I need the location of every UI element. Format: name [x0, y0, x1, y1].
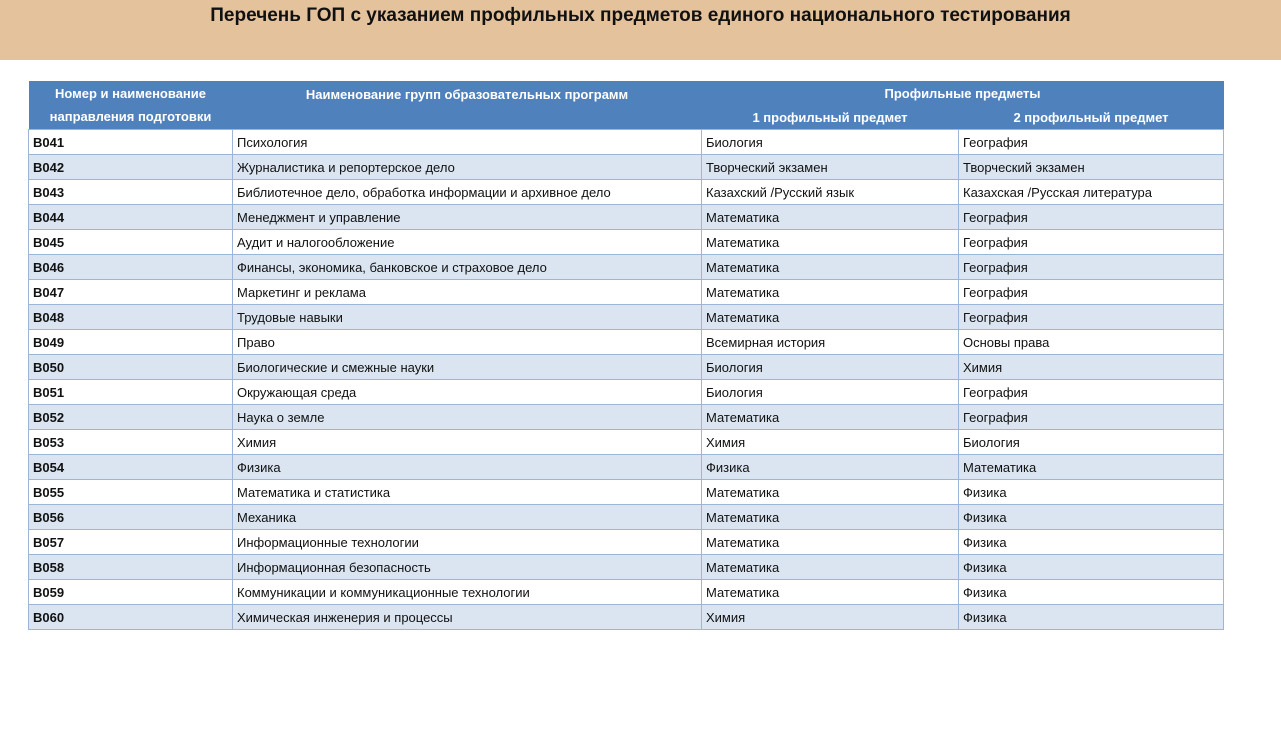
table-row: [29, 605, 1224, 630]
row-profile1: Математика: [702, 555, 959, 580]
row-code: B054: [29, 455, 233, 480]
row-code: B042: [29, 155, 233, 180]
row-program-name: Физика: [233, 455, 702, 480]
row-program-name: Аудит и налогообложение: [233, 230, 702, 255]
table-row: [29, 555, 1224, 580]
table-body: [29, 130, 1224, 630]
row-program-name: Наука о земле: [233, 405, 702, 430]
row-program-name: Информационные технологии: [233, 530, 702, 555]
row-program-name: Математика и статистика: [233, 480, 702, 505]
row-profile1: Химия: [702, 605, 959, 630]
table-row: [29, 130, 1224, 155]
table-row: [29, 380, 1224, 405]
header-profile-group: Профильные предметы: [702, 81, 1224, 106]
row-profile2: Физика: [959, 480, 1224, 505]
programs-table: [28, 81, 1224, 630]
row-profile1: Всемирная история: [702, 330, 959, 355]
row-profile2: Физика: [959, 580, 1224, 605]
programs-table-container: [28, 81, 1223, 630]
row-code: B053: [29, 430, 233, 455]
row-code: B050: [29, 355, 233, 380]
row-program-name: Право: [233, 330, 702, 355]
header-profile1: 1 профильный предмет: [702, 106, 959, 130]
row-code: B056: [29, 505, 233, 530]
row-profile2: География: [959, 405, 1224, 430]
row-code: B057: [29, 530, 233, 555]
row-profile1: Биология: [702, 355, 959, 380]
row-profile2: География: [959, 205, 1224, 230]
row-code: B055: [29, 480, 233, 505]
header-name: Наименование групп образовательных программ: [233, 81, 702, 130]
row-code: B047: [29, 280, 233, 305]
row-program-name: Библиотечное дело, обработка информации и архивное дело: [233, 180, 702, 205]
row-profile2: География: [959, 280, 1224, 305]
row-profile1: Математика: [702, 530, 959, 555]
row-code: B051: [29, 380, 233, 405]
row-code: B052: [29, 405, 233, 430]
row-program-name: Менеджмент и управление: [233, 205, 702, 230]
row-profile2: Физика: [959, 605, 1224, 630]
header-code: [29, 81, 233, 130]
row-profile1: Математика: [702, 480, 959, 505]
table-row: [29, 480, 1224, 505]
row-profile1: Казахский /Русский язык: [702, 180, 959, 205]
row-profile1: Математика: [702, 280, 959, 305]
table-row: [29, 455, 1224, 480]
row-profile2: Основы права: [959, 330, 1224, 355]
row-code: B045: [29, 230, 233, 255]
row-program-name: Психология: [233, 130, 702, 155]
table-row: [29, 205, 1224, 230]
row-code: B041: [29, 130, 233, 155]
header-code-line1: Номер и наименование: [55, 86, 206, 101]
row-program-name: Журналистика и репортерское дело: [233, 155, 702, 180]
row-profile1: Математика: [702, 205, 959, 230]
row-profile1: Биология: [702, 130, 959, 155]
row-profile1: Физика: [702, 455, 959, 480]
row-code: B058: [29, 555, 233, 580]
row-profile2: Физика: [959, 555, 1224, 580]
row-profile2: Биология: [959, 430, 1224, 455]
row-program-name: Трудовые навыки: [233, 305, 702, 330]
table-row: [29, 330, 1224, 355]
row-profile2: Химия: [959, 355, 1224, 380]
table-row: [29, 430, 1224, 455]
row-profile2: География: [959, 380, 1224, 405]
table-row: [29, 405, 1224, 430]
row-profile2: Математика: [959, 455, 1224, 480]
row-profile1: Творческий экзамен: [702, 155, 959, 180]
row-code: B059: [29, 580, 233, 605]
row-code: B046: [29, 255, 233, 280]
header-code-line2: направления подготовки: [49, 109, 212, 124]
table-row: [29, 155, 1224, 180]
row-program-name: Химическая инженерия и процессы: [233, 605, 702, 630]
row-profile2: Казахская /Русская литература: [959, 180, 1224, 205]
row-program-name: Биологические и смежные науки: [233, 355, 702, 380]
row-profile2: Физика: [959, 505, 1224, 530]
table-row: [29, 280, 1224, 305]
row-profile1: Математика: [702, 305, 959, 330]
row-profile1: Математика: [702, 230, 959, 255]
row-code: B060: [29, 605, 233, 630]
row-program-name: Химия: [233, 430, 702, 455]
row-profile1: Математика: [702, 505, 959, 530]
row-profile2: География: [959, 255, 1224, 280]
table-row: [29, 505, 1224, 530]
row-profile1: Биология: [702, 380, 959, 405]
row-program-name: Коммуникации и коммуникационные технологии: [233, 580, 702, 605]
row-code: B049: [29, 330, 233, 355]
row-code: B043: [29, 180, 233, 205]
row-code: B048: [29, 305, 233, 330]
row-profile2: Творческий экзамен: [959, 155, 1224, 180]
row-program-name: Механика: [233, 505, 702, 530]
row-program-name: Маркетинг и реклама: [233, 280, 702, 305]
row-profile1: Математика: [702, 255, 959, 280]
row-program-name: Финансы, экономика, банковское и страховое дело: [233, 255, 702, 280]
row-profile2: Физика: [959, 530, 1224, 555]
table-row: [29, 180, 1224, 205]
table-row: [29, 355, 1224, 380]
row-program-name: Информационная безопасность: [233, 555, 702, 580]
row-program-name: Окружающая среда: [233, 380, 702, 405]
table-header: [29, 81, 1224, 130]
row-profile1: Химия: [702, 430, 959, 455]
page-title: Перечень ГОП с указанием профильных предметов единого национального тестирования: [210, 5, 1071, 26]
row-profile2: География: [959, 230, 1224, 255]
table-row: [29, 230, 1224, 255]
table-row: [29, 580, 1224, 605]
table-row: [29, 255, 1224, 280]
table-row: [29, 305, 1224, 330]
row-profile2: География: [959, 130, 1224, 155]
row-profile1: Математика: [702, 405, 959, 430]
row-profile2: География: [959, 305, 1224, 330]
header-profile2: 2 профильный предмет: [959, 106, 1224, 130]
row-code: B044: [29, 205, 233, 230]
row-profile1: Математика: [702, 580, 959, 605]
table-row: [29, 530, 1224, 555]
